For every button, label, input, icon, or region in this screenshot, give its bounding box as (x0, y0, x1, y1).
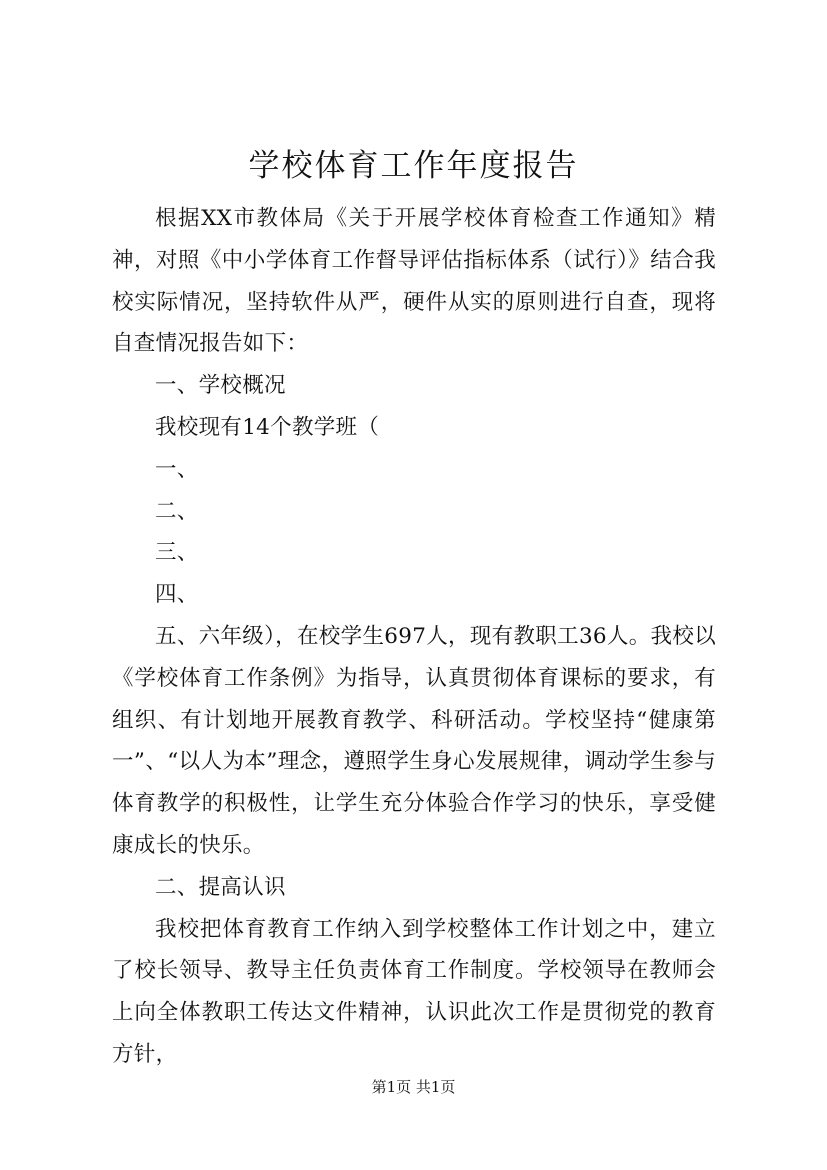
paragraph-school-details: 五、六年级），在校学生697人，现有教职工36人。我校以《学校体育工作条例》为指导，认真贯彻体育课标的要求，有组织、有计划地开展教育教学、科研活动。学校坚持“健康第一”、“以人为本”理念，遵照学生身心发展规律，调动学生参与体育教学的积极性，让学生充分体验合作学习的快乐，享受健康成长的快乐。 (112, 623, 716, 858)
list-item-grade-1: 一、 (155, 456, 199, 482)
document-title: 学校体育工作年度报告 (248, 148, 579, 184)
paragraph-class-count: 我校现有14个教学班（ (155, 414, 380, 440)
document-body (112, 198, 716, 1076)
section-heading-raise-awareness: 二、提高认识 (155, 874, 286, 900)
section-heading-school-overview: 一、学校概况 (155, 373, 286, 399)
list-item-grade-3: 三、 (155, 540, 199, 566)
list-item-grade-4: 四、 (155, 582, 199, 608)
paragraph-intro: 根据XX市教体局《关于开展学校体育检查工作通知》精神，对照《中小学体育工作督导评估指标体系（试行）》结合我校实际情况，坚持软件从严，硬件从实的原则进行自查，现将自查情况报告如下： (112, 206, 716, 357)
list-item-grade-2: 二、 (155, 498, 199, 524)
page-footer: 第1页 共1页 (371, 1078, 456, 1096)
paragraph-work-plan: 我校把体育教育工作纳入到学校整体工作计划之中，建立了校长领导、教导主任负责体育工作制度。学校领导在教师会上向全体教职工传达文件精神，认识此次工作是贯彻党的教育方针， (112, 916, 716, 1067)
